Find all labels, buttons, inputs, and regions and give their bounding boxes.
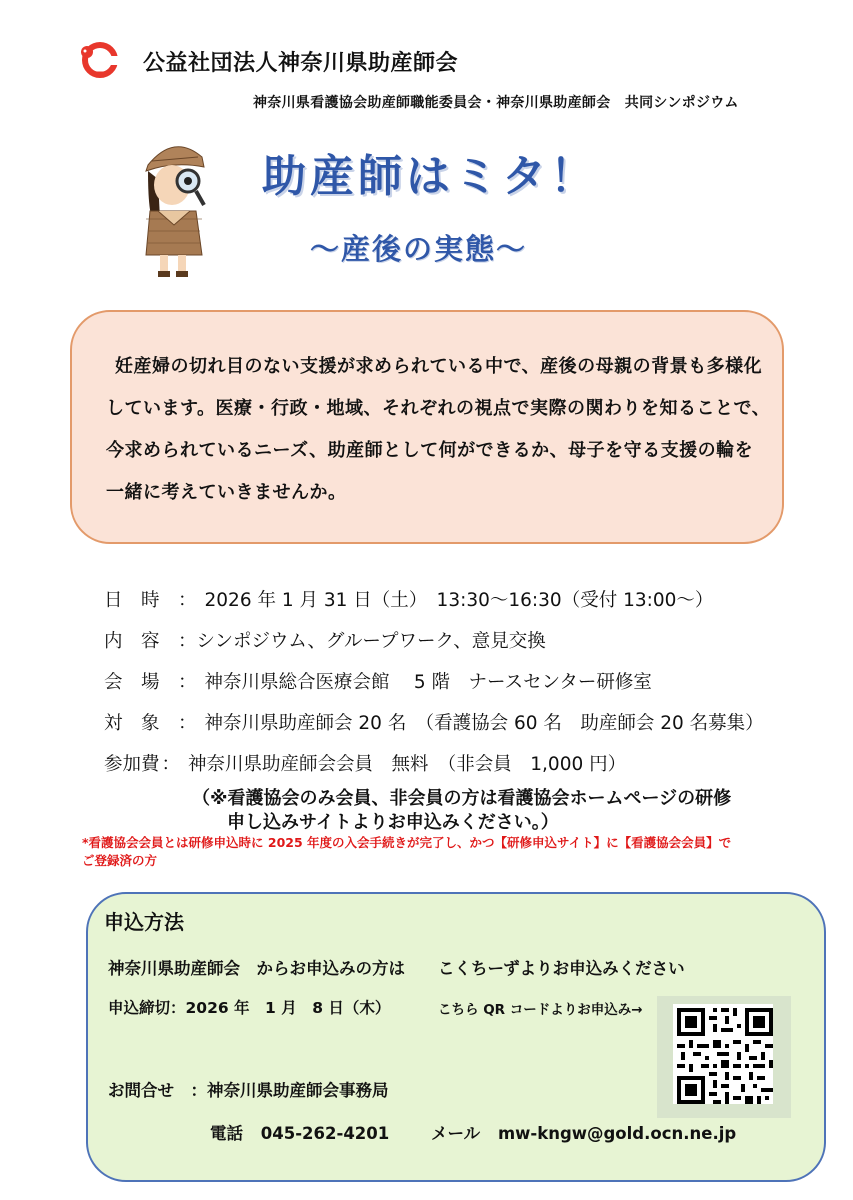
contact-info: お問合せ ：神奈川県助産師会事務局 [108, 1081, 389, 1100]
main-title: 助産師はミタ！ [262, 151, 598, 202]
mail-label: メール [431, 1124, 481, 1143]
detail-value: 神奈川県助産師会会員 無料 （非会員 1,000 円） [188, 754, 627, 775]
qr-note: こちら QR コードよりお申込み→ [438, 1002, 643, 1018]
fee-note: （※看護協会のみ会員、非会員の方は看護協会ホームページの研修 [192, 788, 732, 809]
sub-heading: ～産後の実態～ [310, 232, 528, 266]
detail-value: 神奈川県助産師会 20 名 （看護協会 60 名 助産師会 20 名募集） [204, 713, 764, 734]
detective-illustration-icon [138, 135, 210, 280]
detail-target [104, 709, 764, 735]
phone-number[interactable]: 045-262-4201 [260, 1124, 390, 1143]
member-note: ご登録済の方 [82, 853, 158, 868]
detail-label: 日 時 [104, 590, 160, 611]
application-title: 申込方法 [104, 910, 184, 934]
phone-label: 電話 [210, 1124, 243, 1143]
detail-label: 対 象 [104, 713, 160, 734]
fee-note: 申し込みサイトよりお申込みください。） [227, 812, 559, 833]
event-subtitle: 神奈川県看護協会助産師職能委員会・神奈川県助産師会 共同シンポジウム [253, 95, 739, 111]
detail-separator: ： [178, 713, 197, 734]
detail-separator: ： [178, 631, 197, 652]
detail-label: 会 場 [104, 672, 160, 693]
detail-label: 参加費 [104, 754, 160, 775]
detail-datetime [104, 586, 713, 612]
detail-venue [104, 668, 652, 694]
intro-line: 一緒に考えていきませんか。 [106, 482, 347, 503]
association-logo-icon [78, 42, 120, 78]
detail-label: 内 容 [104, 631, 160, 652]
intro-line: 今求められているニーズ、助産師として何ができるか、母子を守る支援の輪を [106, 440, 754, 461]
intro-line: しています。医療・行政・地域、それぞれの視点で実際の関わりを知ることで、 [106, 398, 771, 419]
detail-separator: ： [178, 590, 197, 611]
intro-box [70, 310, 784, 544]
detail-content [104, 627, 546, 653]
detail-separator: ： [161, 754, 181, 775]
detail-value: シンポジウム、グループワーク、意見交換 [196, 631, 546, 652]
detail-fee [104, 750, 626, 776]
application-deadline: 申込締切：2026 年 1 月 8 日（木） [108, 999, 391, 1017]
organization-name: 公益社団法人神奈川県助産師会 [143, 51, 459, 76]
mail-address[interactable]: mw-kngw@gold.ocn.ne.jp [497, 1124, 737, 1143]
detail-value: 神奈川県総合医療会館 5 階 ナースセンター研修室 [204, 672, 652, 693]
qr-code-icon[interactable] [673, 1004, 773, 1104]
member-note: *看護協会会員とは研修申込時に 2025 年度の入会手続きが完了し、かつ【研修申込サイト】に【看護協会会員】で [82, 835, 732, 850]
application-instruction: 神奈川県助産師会 からお申込みの方は こくちーずよりお申込みください [108, 959, 685, 978]
detail-separator: ： [178, 672, 197, 693]
intro-line: 妊産婦の切れ目のない支援が求められている中で、産後の母親の背景も多様化 [115, 356, 763, 377]
detail-value: 2026 年 1 月 31 日（土） 13:30～16:30（受付 13:00～） [204, 590, 714, 611]
contact-phone-mail [210, 1120, 736, 1144]
